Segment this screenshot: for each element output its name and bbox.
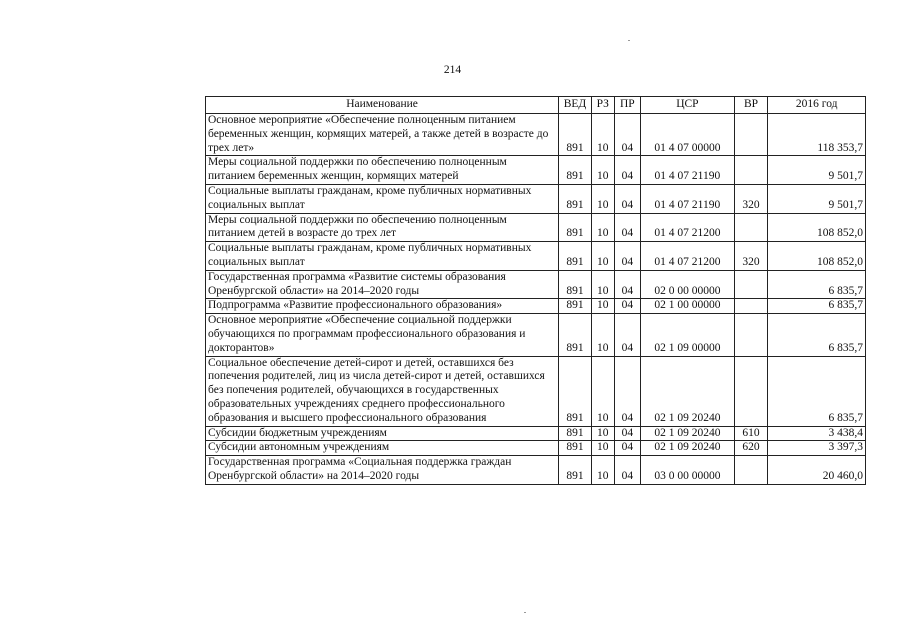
cell-vr [734, 356, 768, 426]
cell-pr: 04 [614, 426, 641, 441]
cell-csr: 03 0 00 00000 [641, 456, 734, 485]
cell-pr: 04 [614, 114, 641, 156]
cell-csr: 02 0 00 00000 [641, 270, 734, 299]
header-name: Наименование [206, 97, 559, 114]
cell-sum: 118 353,7 [768, 114, 866, 156]
cell-ved: 891 [559, 456, 592, 485]
cell-name: Государственная программа «Социальная поддержка граждан Оренбургской области» на 2014–2020 годы [206, 456, 559, 485]
scan-speck [524, 612, 526, 613]
header-ved: ВЕД [559, 97, 592, 114]
cell-rz: 10 [591, 184, 614, 213]
cell-vr [734, 456, 768, 485]
cell-rz: 10 [591, 426, 614, 441]
cell-vr [734, 114, 768, 156]
cell-sum: 6 835,7 [768, 299, 866, 314]
cell-ved: 891 [559, 356, 592, 426]
cell-rz: 10 [591, 356, 614, 426]
table-row [206, 356, 866, 426]
cell-pr: 04 [614, 314, 641, 356]
cell-sum: 9 501,7 [768, 184, 866, 213]
table-row [206, 299, 866, 314]
cell-pr: 04 [614, 299, 641, 314]
cell-pr: 04 [614, 213, 641, 242]
cell-ved: 891 [559, 242, 592, 271]
cell-ved: 891 [559, 184, 592, 213]
header-csr: ЦСР [641, 97, 734, 114]
cell-csr: 01 4 07 21200 [641, 213, 734, 242]
cell-vr: 620 [734, 441, 768, 456]
table-row [206, 184, 866, 213]
cell-pr: 04 [614, 156, 641, 185]
header-pr: ПР [614, 97, 641, 114]
cell-vr: 320 [734, 184, 768, 213]
cell-csr: 01 4 07 21190 [641, 184, 734, 213]
cell-csr: 02 1 09 00000 [641, 314, 734, 356]
table-row [206, 156, 866, 185]
table-row [206, 242, 866, 271]
cell-ved: 891 [559, 441, 592, 456]
cell-name: Основное мероприятие «Обеспечение социальной поддержки обучающихся по программам профессионального образования и докторантов» [206, 314, 559, 356]
table-row [206, 270, 866, 299]
cell-rz: 10 [591, 299, 614, 314]
table-row [206, 314, 866, 356]
cell-sum: 9 501,7 [768, 156, 866, 185]
cell-rz: 10 [591, 114, 614, 156]
cell-name: Социальные выплаты гражданам, кроме публичных нормативных социальных выплат [206, 184, 559, 213]
cell-ved: 891 [559, 156, 592, 185]
cell-vr: 320 [734, 242, 768, 271]
page-number: 214 [443, 64, 462, 76]
header-vr: ВР [734, 97, 768, 114]
cell-ved: 891 [559, 114, 592, 156]
cell-csr: 02 1 09 20240 [641, 441, 734, 456]
cell-csr: 01 4 07 21200 [641, 242, 734, 271]
cell-rz: 10 [591, 213, 614, 242]
table-row [206, 441, 866, 456]
cell-rz: 10 [591, 270, 614, 299]
cell-pr: 04 [614, 456, 641, 485]
cell-rz: 10 [591, 456, 614, 485]
table-row [206, 213, 866, 242]
cell-name: Основное мероприятие «Обеспечение полноценным питанием беременных женщин, кормящих матерей, а также детей в возрасте до трех лет» [206, 114, 559, 156]
cell-ved: 891 [559, 270, 592, 299]
cell-sum: 20 460,0 [768, 456, 866, 485]
cell-sum: 6 835,7 [768, 270, 866, 299]
cell-vr [734, 213, 768, 242]
cell-sum: 108 852,0 [768, 242, 866, 271]
cell-name: Государственная программа «Развитие системы образования Оренбургской области» на 2014–2020 годы [206, 270, 559, 299]
cell-csr: 02 1 09 20240 [641, 356, 734, 426]
cell-ved: 891 [559, 299, 592, 314]
cell-pr: 04 [614, 184, 641, 213]
cell-name: Подпрограмма «Развитие профессионального образования» [206, 299, 559, 314]
table-row [206, 426, 866, 441]
cell-vr [734, 314, 768, 356]
cell-vr [734, 299, 768, 314]
table-row [206, 114, 866, 156]
cell-name: Субсидии бюджетным учреждениям [206, 426, 559, 441]
header-year: 2016 год [768, 97, 866, 114]
scan-speck [628, 40, 630, 41]
cell-sum: 3 397,3 [768, 441, 866, 456]
cell-pr: 04 [614, 441, 641, 456]
cell-ved: 891 [559, 213, 592, 242]
cell-ved: 891 [559, 314, 592, 356]
cell-csr: 01 4 07 21190 [641, 156, 734, 185]
cell-csr: 02 1 09 20240 [641, 426, 734, 441]
cell-name: Меры социальной поддержки по обеспечению полноценным питанием детей в возрасте до трех лет [206, 213, 559, 242]
cell-name: Социальные выплаты гражданам, кроме публичных нормативных социальных выплат [206, 242, 559, 271]
cell-name: Меры социальной поддержки по обеспечению полноценным питанием беременных женщин, кормящих матерей [206, 156, 559, 185]
cell-vr [734, 270, 768, 299]
cell-vr [734, 156, 768, 185]
cell-sum: 6 835,7 [768, 356, 866, 426]
cell-csr: 01 4 07 00000 [641, 114, 734, 156]
table-row [206, 456, 866, 485]
cell-pr: 04 [614, 270, 641, 299]
cell-sum: 6 835,7 [768, 314, 866, 356]
cell-name: Социальное обеспечение детей-сирот и детей, оставшихся без попечения родителей, лиц из числа детей-сирот и детей, оставшихся без попечения родителей, обучающихся в государственных образовательных учреждениях среднего профессионального образования и высшего профессионального образования [206, 356, 559, 426]
header-rz: РЗ [591, 97, 614, 114]
cell-pr: 04 [614, 356, 641, 426]
cell-name: Субсидии автономным учреждениям [206, 441, 559, 456]
cell-vr: 610 [734, 426, 768, 441]
cell-pr: 04 [614, 242, 641, 271]
cell-rz: 10 [591, 156, 614, 185]
budget-table [205, 96, 866, 485]
cell-sum: 108 852,0 [768, 213, 866, 242]
cell-rz: 10 [591, 314, 614, 356]
cell-sum: 3 438,4 [768, 426, 866, 441]
cell-ved: 891 [559, 426, 592, 441]
cell-rz: 10 [591, 242, 614, 271]
cell-csr: 02 1 00 00000 [641, 299, 734, 314]
cell-rz: 10 [591, 441, 614, 456]
table-header-row [206, 97, 866, 114]
